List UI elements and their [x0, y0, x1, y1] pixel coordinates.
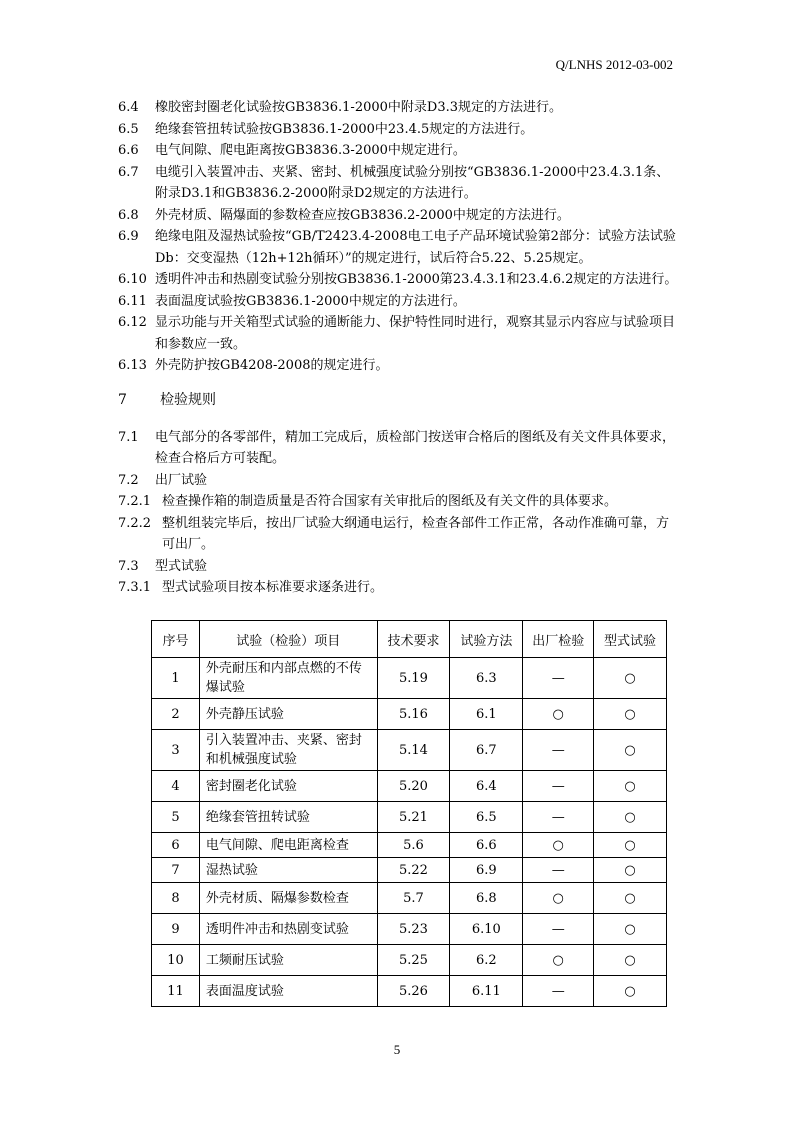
table-cell: 6.5: [450, 802, 523, 833]
clause-7-3-1: [118, 577, 678, 599]
table-cell: ○: [523, 883, 594, 914]
clause-7-2-1: [118, 491, 678, 513]
column-header: 型式试验: [594, 621, 667, 658]
clause-number: 6.12: [118, 315, 147, 330]
clause-text: 型式试验项目按本标准要求逐条进行。: [162, 580, 384, 595]
clause-list-section-7: [118, 427, 678, 599]
table-cell: 5.23: [377, 914, 450, 945]
table-cell: 透明件冲击和热剧变试验: [199, 914, 377, 945]
clauses-container: [118, 97, 678, 599]
clause-6-10: [118, 269, 678, 291]
table-cell: —: [523, 771, 594, 802]
table-cell: 外壳耐压和内部点燃的不传爆试验: [199, 658, 377, 699]
clause-text: 整机组装完毕后，按出厂试验大纲通电运行，检查各部件工作正常，各动作准确可靠，方可出厂。: [162, 515, 670, 552]
table-row: [152, 833, 667, 858]
table-cell: 外壳材质、隔爆参数检查: [199, 883, 377, 914]
column-header: 试验方法: [450, 621, 523, 658]
table-row: [152, 658, 667, 699]
table-header-row: [152, 621, 667, 658]
clause-text: 显示功能与开关箱型式试验的通断能力、保护特性同时进行，观察其显示内容应与试验项目和参数应一致。: [155, 315, 676, 352]
table-cell: ○: [523, 833, 594, 858]
table-cell: 5.7: [377, 883, 450, 914]
clause-number: 7.1: [118, 429, 139, 445]
clause-6-6: [118, 140, 678, 162]
clause-text: 型式试验: [155, 558, 208, 574]
clause-number: 6.8: [118, 207, 139, 223]
clause-number: 6.9: [118, 229, 139, 244]
column-header: 出厂检验: [523, 621, 594, 658]
column-header: 技术要求: [377, 621, 450, 658]
table-cell: 6.1: [450, 699, 523, 730]
table-row: [152, 699, 667, 730]
document-code: Q/LNHS 2012-03-002: [555, 57, 673, 72]
table-cell: 引入装置冲击、夹紧、密封和机械强度试验: [199, 730, 377, 771]
clause-6-5: [118, 119, 678, 141]
table-cell: 工频耐压试验: [199, 945, 377, 976]
table-cell: 外壳静压试验: [199, 699, 377, 730]
clause-text: 电气部分的各零部件，精加工完成后，质检部门按送审合格后的图纸及有关文件具体要求，检查合格后方可装配。: [155, 429, 676, 466]
table-row: [152, 802, 667, 833]
table-cell: 电气间隙、爬电距离检查: [199, 833, 377, 858]
table-cell: 5.14: [377, 730, 450, 771]
clause-number: 7.2.2: [118, 515, 152, 531]
table-cell: 5.16: [377, 699, 450, 730]
table-cell: 6.10: [450, 914, 523, 945]
clause-6-4: [118, 97, 678, 119]
clause-6-8: [118, 205, 678, 227]
table-cell: 绝缘套管扭转试验: [199, 802, 377, 833]
section-heading-7: [118, 389, 678, 411]
table-row: [152, 914, 667, 945]
clause-7-3: [118, 556, 678, 578]
table-cell: 6.4: [450, 771, 523, 802]
table-cell: 9: [152, 914, 200, 945]
clause-number: 6.6: [118, 143, 139, 158]
table-cell: 密封圈老化试验: [199, 771, 377, 802]
table-row: [152, 858, 667, 883]
clause-text: 外壳防护按GB4208-2008的规定进行。: [155, 358, 389, 373]
table-cell: 1: [152, 658, 200, 699]
page-number: 5: [393, 1042, 401, 1057]
table-cell: —: [523, 858, 594, 883]
clause-text: 检查操作箱的制造质量是否符合国家有关审批后的图纸及有关文件的具体要求。: [162, 494, 618, 509]
table-cell: ○: [594, 945, 667, 976]
table-cell: 7: [152, 858, 200, 883]
table-cell: 5: [152, 802, 200, 833]
clause-text: 绝缘电阻及湿热试验按“GB/T2423.4-2008电工电子产品环境试验第2部分：试验方法试验Db：交变湿热（12h+12h循环）”的规定进行，试后符合5.22、5.25规定。: [155, 229, 676, 266]
test-items-table: [151, 620, 667, 1007]
table-body: [152, 658, 667, 1007]
table-cell: 6.7: [450, 730, 523, 771]
table-cell: 11: [152, 976, 200, 1007]
clause-6-9: [118, 226, 678, 269]
clause-6-12: [118, 312, 678, 355]
table-cell: ○: [594, 858, 667, 883]
clause-number: 7.3.1: [118, 580, 152, 595]
table-cell: 5.20: [377, 771, 450, 802]
table-cell: 5.21: [377, 802, 450, 833]
table-cell: —: [523, 802, 594, 833]
table-cell: 6.6: [450, 833, 523, 858]
column-header: 序号: [152, 621, 200, 658]
table-row: [152, 771, 667, 802]
clause-list-section-6: [118, 97, 678, 377]
clause-number: 7.2: [118, 472, 139, 488]
table-cell: ○: [594, 771, 667, 802]
table-cell: 6.8: [450, 883, 523, 914]
table-row: [152, 945, 667, 976]
table-cell: 6.9: [450, 858, 523, 883]
table-cell: ○: [594, 833, 667, 858]
table-cell: ○: [523, 699, 594, 730]
clause-7-2: [118, 470, 678, 492]
table-cell: —: [523, 658, 594, 699]
table-cell: ○: [523, 945, 594, 976]
clause-number: 6.11: [118, 293, 147, 309]
table-cell: 5.19: [377, 658, 450, 699]
table-cell: ○: [594, 802, 667, 833]
table-cell: 4: [152, 771, 200, 802]
clause-text: 出厂试验: [155, 472, 208, 488]
table-cell: 6.3: [450, 658, 523, 699]
clause-text: 表面温度试验按GB3836.1-2000中规定的方法进行。: [155, 293, 466, 309]
table-cell: ○: [594, 914, 667, 945]
table-cell: 5.25: [377, 945, 450, 976]
table-row: [152, 883, 667, 914]
table-cell: ○: [594, 976, 667, 1007]
table-cell: —: [523, 976, 594, 1007]
clause-text: 外壳材质、隔爆面的参数检查应按GB3836.2-2000中规定的方法进行。: [155, 207, 570, 223]
table-cell: 表面温度试验: [199, 976, 377, 1007]
clause-text: 电缆引入装置冲击、夹紧、密封、机械强度试验分别按“GB3836.1-2000中23.4.3.1条、附录D3.1和GB3836.2-2000附录D2规定的方法进行。: [155, 164, 670, 201]
table-cell: 2: [152, 699, 200, 730]
table-row: [152, 976, 667, 1007]
table-cell: 湿热试验: [199, 858, 377, 883]
column-header: 试验（检验）项目: [199, 621, 377, 658]
table-cell: —: [523, 914, 594, 945]
table-cell: 6: [152, 833, 200, 858]
table-row: [152, 730, 667, 771]
table-cell: ○: [594, 699, 667, 730]
section-number: 7: [118, 391, 127, 408]
clause-number: 7.2.1: [118, 494, 152, 509]
table-cell: 8: [152, 883, 200, 914]
section-title: 检验规则: [160, 391, 216, 408]
table-cell: ○: [594, 883, 667, 914]
table-cell: ○: [594, 730, 667, 771]
clause-text: 橡胶密封圈老化试验按GB3836.1-2000中附录D3.3规定的方法进行。: [155, 100, 562, 115]
table-cell: 10: [152, 945, 200, 976]
table-cell: 5.22: [377, 858, 450, 883]
clause-number: 6.7: [118, 164, 139, 180]
clause-6-11: [118, 291, 678, 313]
clause-6-13: [118, 355, 678, 377]
table-cell: 6.11: [450, 976, 523, 1007]
table-cell: —: [523, 730, 594, 771]
clause-text: 电气间隙、爬电距离按GB3836.3-2000中规定进行。: [155, 143, 466, 158]
table-cell: ○: [594, 658, 667, 699]
clause-number: 6.5: [118, 121, 139, 137]
clause-number: 7.3: [118, 558, 139, 574]
table-cell: 6.2: [450, 945, 523, 976]
clause-7-2-2: [118, 513, 678, 556]
clause-text: 绝缘套管扭转试验按GB3836.1-2000中23.4.5规定的方法进行。: [155, 121, 534, 137]
clause-number: 6.13: [118, 358, 147, 373]
clause-7-1: [118, 427, 678, 470]
clause-number: 6.4: [118, 100, 139, 115]
table-cell: 5.26: [377, 976, 450, 1007]
table-cell: 5.6: [377, 833, 450, 858]
clause-6-7: [118, 162, 678, 205]
clause-number: 6.10: [118, 272, 147, 287]
clause-text: 透明件冲击和热剧变试验分别按GB3836.1-2000第23.4.3.1和23.4.6.2规定的方法进行。: [155, 272, 678, 287]
table-cell: 3: [152, 730, 200, 771]
